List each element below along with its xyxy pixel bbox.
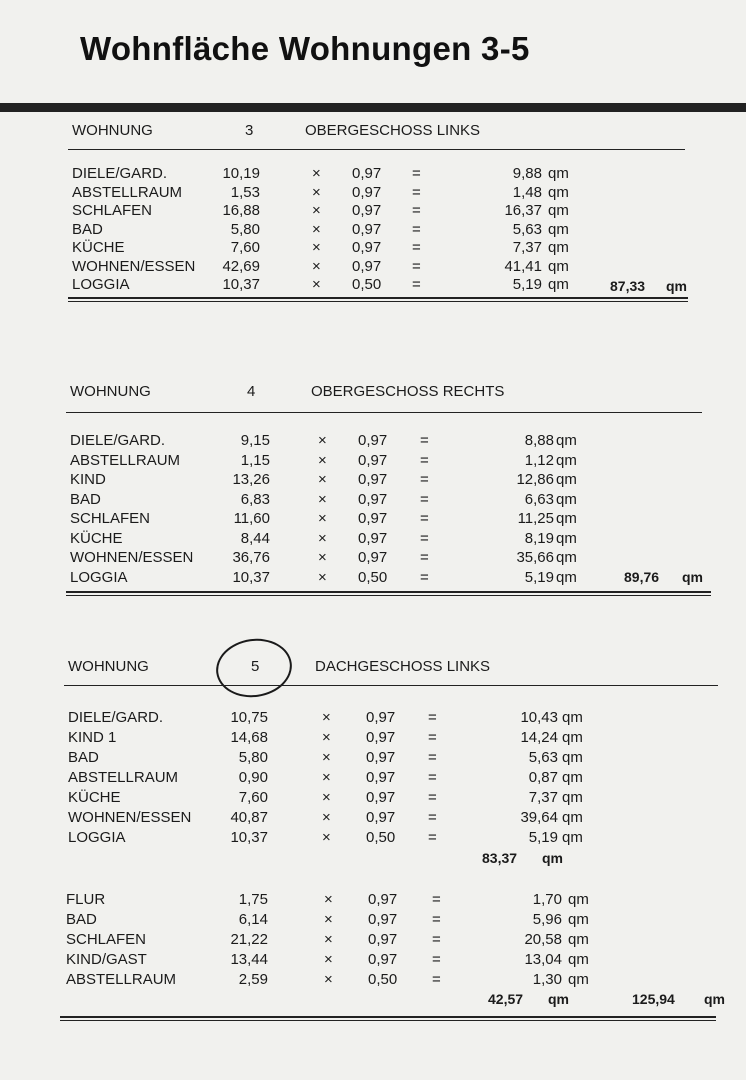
room-name: KIND/GAST: [66, 951, 147, 968]
area-factor: 0,50: [366, 829, 396, 846]
room-area: 16,88: [222, 202, 260, 219]
area-factor: 0,97: [368, 911, 398, 928]
area-factor: 0,97: [366, 749, 396, 766]
section-header: [70, 383, 710, 403]
equals-sign: =: [420, 490, 429, 508]
room-name: KÜCHE: [70, 529, 123, 547]
equals-sign: =: [432, 971, 441, 988]
result-unit: qm: [548, 257, 569, 275]
equals-sign: =: [428, 769, 437, 786]
room-name: DIELE/GARD.: [72, 165, 168, 182]
area-factor: 0,97: [358, 490, 388, 508]
result-unit: qm: [568, 891, 589, 908]
result-area: 13,04: [524, 951, 562, 968]
result-area: 16,37: [504, 202, 542, 219]
multiply-sign: ×: [312, 239, 321, 256]
equals-sign: =: [420, 510, 429, 527]
multiply-sign: ×: [318, 451, 327, 469]
multiply-sign: ×: [318, 529, 327, 547]
room-name: SCHLAFEN: [70, 510, 151, 527]
multiply-sign: ×: [312, 165, 321, 182]
result-area: 10,43: [520, 709, 558, 726]
room-area: 13,26: [232, 471, 270, 488]
multiply-sign: ×: [318, 432, 327, 449]
equals-sign: =: [432, 951, 441, 968]
section-number: 5: [251, 658, 260, 675]
equals-sign: =: [412, 202, 421, 219]
room-name: ABSTELLRAUM: [72, 183, 183, 201]
multiply-sign: ×: [312, 276, 321, 293]
equals-sign: =: [420, 471, 429, 488]
section-total-unit: qm: [704, 991, 725, 1007]
room-name: SCHLAFEN: [66, 931, 147, 948]
result-unit: qm: [562, 729, 583, 746]
section-double-rule: [66, 591, 711, 596]
area-factor: 0,97: [368, 891, 398, 908]
equals-sign: =: [420, 432, 429, 449]
room-area: 2,59: [238, 971, 268, 988]
room-area: 11,60: [233, 510, 270, 527]
multiply-sign: ×: [322, 789, 331, 806]
result-unit: qm: [556, 549, 577, 566]
multiply-sign: ×: [318, 490, 327, 508]
room-name: LOGGIA: [72, 276, 130, 293]
equals-sign: =: [420, 529, 429, 547]
room-name: ABSTELLRAUM: [68, 769, 179, 786]
result-area: 0,87: [528, 769, 558, 786]
room-area: 7,60: [230, 239, 260, 256]
result-unit: qm: [556, 529, 577, 547]
subtotal-1-unit: qm: [542, 850, 563, 866]
subtotal-2-unit: qm: [548, 991, 569, 1007]
result-area: 5,19: [528, 829, 558, 846]
multiply-sign: ×: [318, 549, 327, 566]
multiply-sign: ×: [324, 891, 333, 908]
section-header: [68, 658, 728, 678]
multiply-sign: ×: [322, 749, 331, 766]
section-wohnung-5: [68, 658, 728, 1028]
equals-sign: =: [412, 239, 421, 256]
area-factor: 0,97: [368, 951, 398, 968]
area-factor: 0,97: [368, 931, 398, 948]
equals-sign: =: [428, 749, 437, 766]
result-unit: qm: [556, 451, 577, 469]
result-area: 9,88: [512, 165, 542, 182]
area-factor: 0,97: [352, 183, 382, 201]
section-label: WOHNUNG: [70, 383, 151, 400]
room-name: WOHNEN/ESSEN: [70, 549, 194, 566]
area-factor: 0,97: [352, 165, 382, 182]
area-factor: 0,97: [352, 257, 382, 275]
result-area: 39,64: [520, 809, 558, 826]
room-name: BAD: [70, 490, 101, 508]
room-name: KIND 1: [68, 729, 117, 746]
result-area: 7,37: [528, 789, 558, 806]
room-area: 42,69: [222, 257, 260, 275]
area-factor: 0,97: [366, 709, 396, 726]
equals-sign: =: [412, 257, 421, 275]
result-unit: qm: [562, 769, 583, 786]
equals-sign: =: [428, 709, 437, 726]
room-name: ABSTELLRAUM: [70, 451, 181, 469]
multiply-sign: ×: [324, 911, 333, 928]
room-area: 9,15: [240, 432, 270, 449]
room-area: 8,44: [240, 529, 270, 547]
equals-sign: =: [412, 183, 421, 201]
equals-sign: =: [420, 568, 429, 586]
equals-sign: =: [432, 891, 441, 908]
equals-sign: =: [420, 451, 429, 469]
room-area: 10,37: [232, 568, 270, 586]
area-factor: 0,97: [358, 451, 388, 469]
area-factor: 0,97: [352, 220, 382, 238]
area-factor: 0,97: [352, 202, 382, 219]
section-total-unit: qm: [682, 569, 703, 585]
header-rule: [68, 149, 685, 150]
result-area: 1,70: [532, 891, 562, 908]
subtotal-2: 42,57: [488, 991, 524, 1007]
result-area: 1,48: [512, 183, 542, 201]
area-factor: 0,97: [358, 432, 388, 449]
room-area: 1,15: [240, 451, 270, 469]
room-area: 6,83: [240, 490, 270, 508]
room-name: DIELE/GARD.: [68, 709, 164, 726]
section-location: OBERGESCHOSS RECHTS: [311, 383, 505, 400]
room-name: WOHNEN/ESSEN: [68, 809, 192, 826]
section-total: 125,94: [632, 991, 675, 1007]
room-name: LOGGIA: [68, 829, 126, 846]
section-total: 87,33: [610, 278, 646, 294]
result-unit: qm: [556, 432, 577, 449]
result-unit: qm: [556, 471, 577, 488]
result-area: 5,63: [528, 749, 558, 766]
area-factor: 0,97: [366, 769, 396, 786]
section-label: WOHNUNG: [68, 658, 149, 675]
area-factor: 0,97: [358, 549, 388, 566]
result-unit: qm: [562, 789, 583, 806]
area-factor: 0,97: [358, 510, 388, 527]
result-area: 41,41: [504, 257, 542, 275]
result-area: 1,30: [532, 971, 562, 988]
title-rule: [0, 103, 746, 112]
result-area: 20,58: [524, 931, 562, 948]
hand-drawn-circle-mark: [212, 634, 295, 702]
area-factor: 0,50: [368, 971, 398, 988]
result-area: 1,12: [524, 451, 554, 469]
room-area: 7,60: [238, 789, 268, 806]
result-area: 5,19: [512, 276, 542, 293]
section-total-unit: qm: [666, 278, 687, 294]
room-name: DIELE/GARD.: [70, 432, 166, 449]
multiply-sign: ×: [312, 202, 321, 219]
section-number: 3: [245, 122, 254, 139]
section-location: DACHGESCHOSS LINKS: [315, 658, 491, 675]
room-name: BAD: [72, 220, 103, 238]
result-unit: qm: [548, 220, 569, 238]
equals-sign: =: [428, 809, 437, 826]
multiply-sign: ×: [312, 183, 321, 201]
room-area: 36,76: [232, 549, 270, 566]
equals-sign: =: [432, 931, 441, 948]
result-unit: qm: [562, 809, 583, 826]
section-total: 89,76: [624, 569, 660, 585]
result-unit: qm: [568, 951, 589, 968]
area-factor: 0,97: [352, 239, 382, 256]
result-unit: qm: [568, 911, 589, 928]
result-unit: qm: [548, 165, 569, 182]
area-factor: 0,50: [358, 568, 388, 586]
result-area: 6,63: [524, 490, 554, 508]
multiply-sign: ×: [312, 257, 321, 275]
result-unit: qm: [562, 749, 583, 766]
result-unit: qm: [548, 183, 569, 201]
multiply-sign: ×: [322, 769, 331, 786]
area-factor: 0,97: [366, 809, 396, 826]
result-unit: qm: [548, 202, 569, 219]
room-name: SCHLAFEN: [72, 202, 153, 219]
area-factor: 0,97: [366, 729, 396, 746]
equals-sign: =: [412, 276, 421, 293]
multiply-sign: ×: [322, 809, 331, 826]
room-name: KÜCHE: [72, 239, 125, 256]
room-name: FLUR: [66, 891, 106, 908]
equals-sign: =: [428, 789, 437, 806]
result-area: 11,25: [517, 510, 554, 527]
result-area: 14,24: [520, 729, 558, 746]
multiply-sign: ×: [318, 471, 327, 488]
result-area: 35,66: [516, 549, 554, 566]
section-wohnung-3: [72, 122, 692, 312]
result-unit: qm: [556, 510, 577, 527]
room-area: 40,87: [230, 809, 268, 826]
equals-sign: =: [432, 911, 441, 928]
room-area: 10,75: [230, 709, 268, 726]
section-header: [72, 122, 692, 142]
room-area: 21,22: [230, 931, 268, 948]
result-unit: qm: [548, 276, 569, 293]
section-double-rule: [68, 297, 688, 302]
room-name: ABSTELLRAUM: [66, 971, 177, 988]
section-number: 4: [247, 383, 256, 400]
result-area: 8,19: [524, 529, 554, 547]
section-location: OBERGESCHOSS LINKS: [305, 122, 481, 139]
equals-sign: =: [420, 549, 429, 566]
result-area: 5,63: [512, 220, 542, 238]
equals-sign: =: [428, 729, 437, 746]
result-unit: qm: [556, 490, 577, 508]
result-area: 7,37: [512, 239, 542, 256]
result-area: 12,86: [516, 471, 554, 488]
multiply-sign: ×: [324, 931, 333, 948]
room-name: BAD: [66, 911, 97, 928]
room-name: KÜCHE: [68, 789, 121, 806]
room-name: BAD: [68, 749, 99, 766]
equals-sign: =: [428, 829, 437, 846]
section-double-rule: [60, 1016, 716, 1021]
equals-sign: =: [412, 220, 421, 238]
multiply-sign: ×: [318, 568, 327, 586]
result-unit: qm: [556, 568, 577, 586]
result-area: 5,19: [524, 568, 554, 586]
room-area: 1,75: [238, 891, 268, 908]
room-area: 6,14: [238, 911, 268, 928]
result-unit: qm: [562, 829, 583, 846]
multiply-sign: ×: [322, 829, 331, 846]
header-rule: [64, 685, 718, 686]
room-area: 10,19: [222, 165, 260, 182]
multiply-sign: ×: [322, 729, 331, 746]
result-area: 8,88: [524, 432, 554, 449]
result-unit: qm: [548, 239, 569, 256]
result-unit: qm: [568, 931, 589, 948]
room-area: 13,44: [230, 951, 268, 968]
room-name: KIND: [70, 471, 106, 488]
section-wohnung-4: [70, 383, 710, 603]
result-unit: qm: [562, 709, 583, 726]
multiply-sign: ×: [322, 709, 331, 726]
section-label: WOHNUNG: [72, 122, 153, 139]
room-area: 1,53: [230, 183, 260, 201]
room-name: WOHNEN/ESSEN: [72, 257, 196, 275]
room-area: 10,37: [230, 829, 268, 846]
room-area: 14,68: [230, 729, 268, 746]
room-area: 0,90: [238, 769, 268, 786]
area-factor: 0,97: [358, 529, 388, 547]
page-title: Wohnfläche Wohnungen 3-5: [80, 30, 530, 67]
multiply-sign: ×: [324, 951, 333, 968]
result-unit: qm: [568, 971, 589, 988]
multiply-sign: ×: [324, 971, 333, 988]
area-factor: 0,50: [352, 276, 382, 293]
multiply-sign: ×: [318, 510, 327, 527]
area-factor: 0,97: [366, 789, 396, 806]
multiply-sign: ×: [312, 220, 321, 238]
room-area: 5,80: [230, 220, 260, 238]
room-area: 5,80: [238, 749, 268, 766]
room-area: 10,37: [222, 276, 260, 293]
result-area: 5,96: [532, 911, 562, 928]
area-factor: 0,97: [358, 471, 388, 488]
subtotal-1: 83,37: [482, 850, 518, 866]
room-name: LOGGIA: [70, 568, 128, 586]
header-rule: [66, 412, 702, 413]
equals-sign: =: [412, 165, 421, 182]
